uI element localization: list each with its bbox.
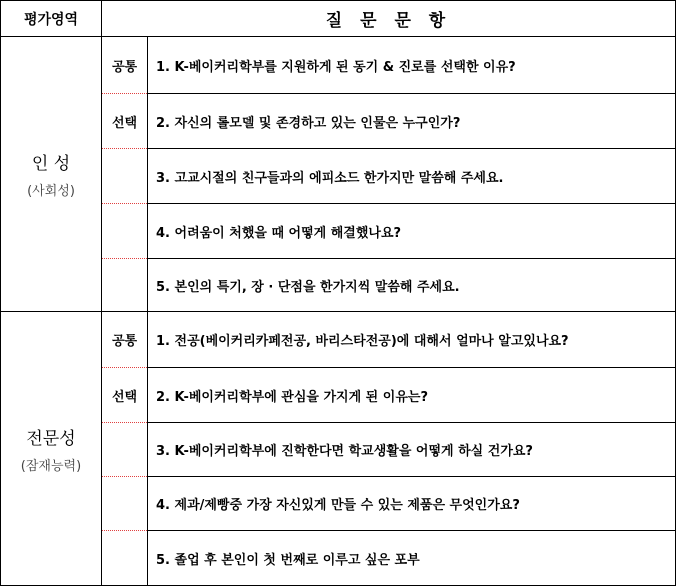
type-elective: 선택 [111, 115, 138, 131]
type-dotted-separator [102, 148, 147, 149]
question-row: 2. 자신의 롤모델 및 존경하고 있는 인물은 누구인가? [156, 115, 461, 131]
type-elective: 선택 [111, 389, 138, 405]
type-dotted-separator [102, 258, 147, 259]
question-row: 3. 고교시절의 친구들과의 에피소드 한가지만 말씀해 주세요. [156, 170, 504, 186]
question-row: 1. K-베이커리학부를 지원하게 된 동기 & 진로를 선택한 이유? [156, 59, 516, 75]
header-question-label: 질 문 문 항 [325, 11, 452, 31]
type-dotted-separator [102, 203, 147, 204]
question-row: 4. 제과/제빵중 가장 자신있게 만들 수 있는 제품은 무엇인가요? [156, 498, 520, 513]
question-row: 1. 전공(베이커리카페전공, 바리스타전공)에 대해서 얼마나 알고있나요? [156, 334, 569, 349]
type-dotted-separator [102, 422, 147, 423]
type-common: 공통 [111, 334, 138, 349]
header-area-label: 평가영역 [23, 11, 79, 28]
type-dotted-separator [102, 530, 147, 531]
area-subtitle: (사회성) [27, 184, 75, 199]
area-title: 전문성 [26, 428, 76, 449]
section-area-personality [1, 37, 101, 311]
question-row: 3. K-베이커리학부에 진학한다면 학교생활을 어떻게 하실 건가요? [156, 444, 533, 459]
section-area-expertise [1, 312, 101, 585]
question-row: 5. 졸업 후 본인이 첫 번째로 이루고 싶은 포부 [156, 552, 420, 568]
area-subtitle: (잠재능력) [20, 458, 82, 474]
question-row: 2. K-베이커리학부에 관심을 가지게 된 이유는? [156, 389, 428, 405]
type-common: 공통 [111, 59, 138, 75]
question-row: 5. 본인의 특기, 장 · 단점을 한가지씩 말씀해 주세요. [156, 279, 460, 295]
question-row: 4. 어려움이 처했을 때 어떻게 해결했나요? [156, 225, 402, 241]
type-dotted-separator [102, 476, 147, 477]
area-title: 인 성 [31, 154, 71, 174]
